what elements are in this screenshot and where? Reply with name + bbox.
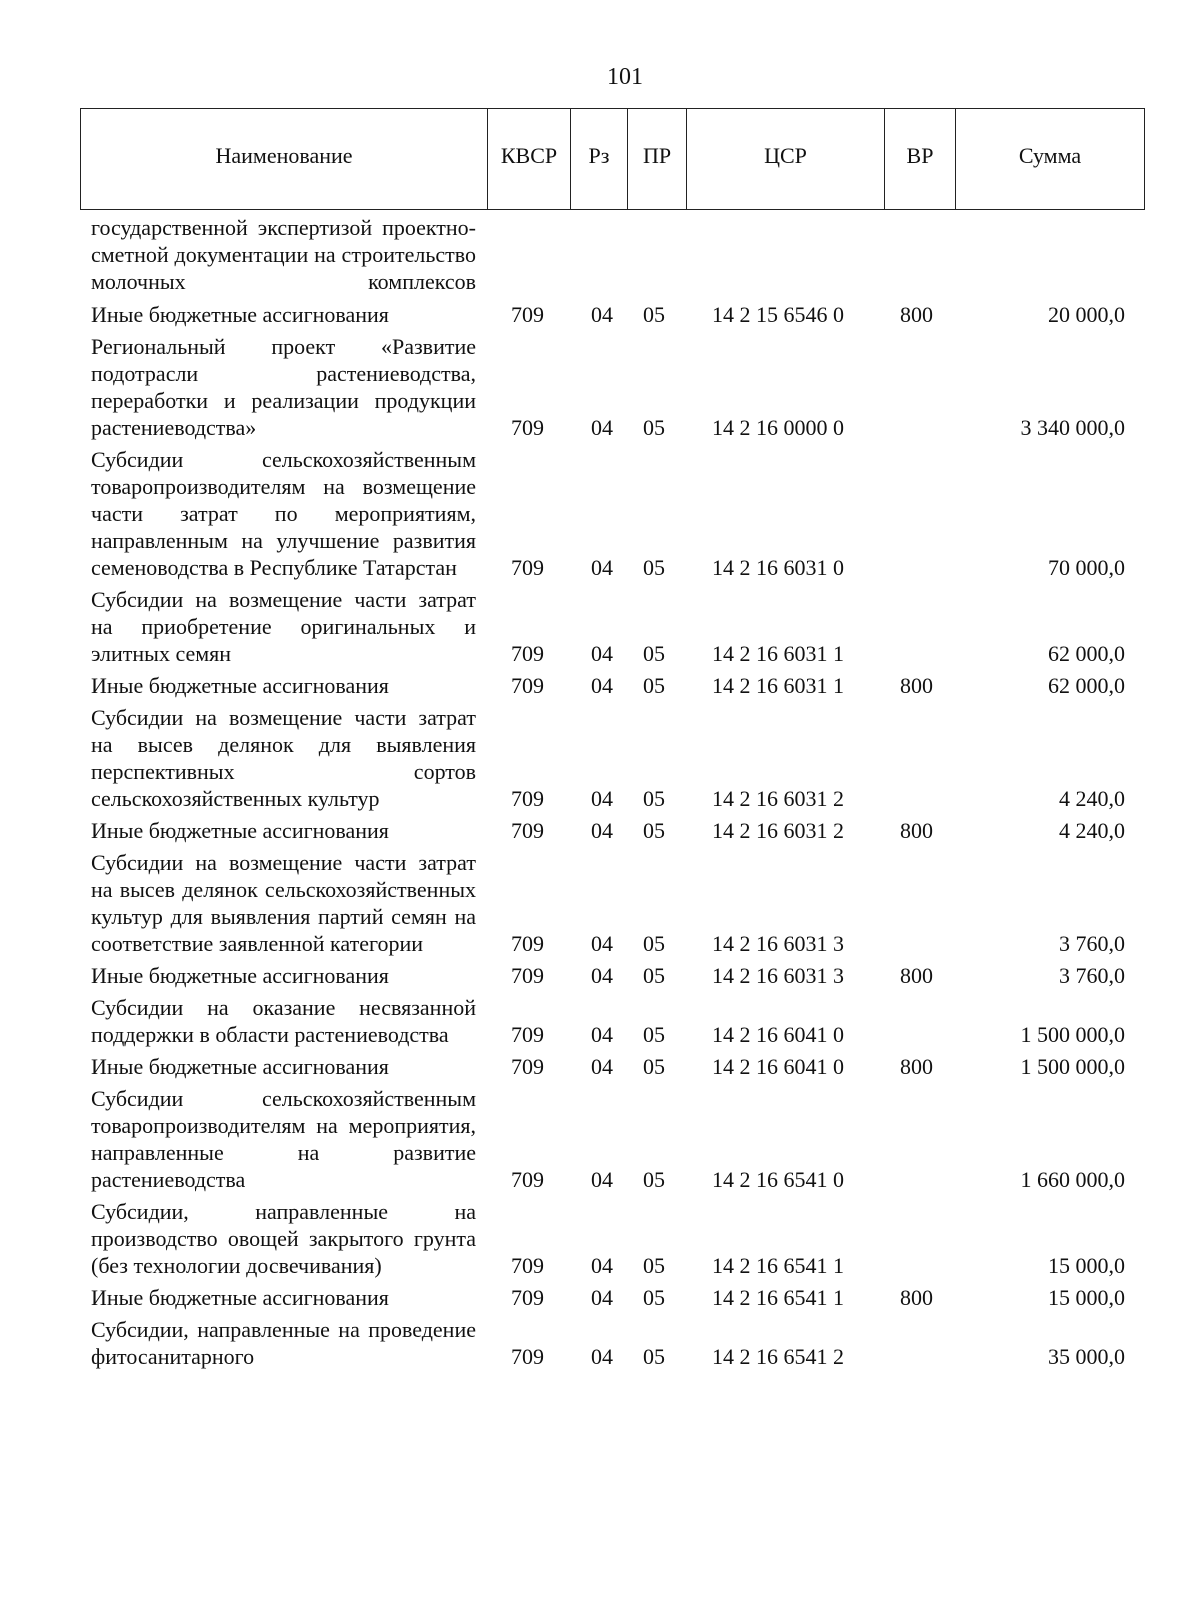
row-rz: 04	[591, 1054, 613, 1079]
row-pr: 05	[643, 1344, 665, 1369]
row-kvsr: 709	[511, 302, 544, 327]
row-name: Иные бюджетные ассигнования	[91, 673, 389, 698]
row-sum: 1 660 000,0	[1020, 1167, 1125, 1192]
row-sum: 20 000,0	[1048, 302, 1125, 327]
table-row	[0, 1053, 1200, 1080]
row-vr: 800	[900, 302, 933, 327]
row-csr: 14 2 16 6031 3	[712, 963, 844, 988]
row-rz: 04	[591, 673, 613, 698]
row-name: Субсидии на возмещение части затрат на высев делянок сельскохозяйственных культур для выявления партий семян на соответствие заявленной категории	[91, 850, 476, 956]
row-sum: 35 000,0	[1048, 1344, 1125, 1369]
table-row	[0, 672, 1200, 699]
row-csr: 14 2 16 6541 0	[712, 1167, 844, 1192]
row-rz: 04	[591, 818, 613, 843]
row-sum: 70 000,0	[1048, 555, 1125, 580]
table-row	[0, 1316, 1200, 1370]
row-csr: 14 2 15 6546 0	[712, 302, 844, 327]
row-kvsr: 709	[511, 1167, 544, 1192]
row-name: Субсидии на возмещение части затрат на приобретение оригинальных и элитных семян	[91, 587, 476, 666]
row-csr: 14 2 16 6041 0	[712, 1022, 844, 1047]
row-rz: 04	[591, 1022, 613, 1047]
header-kvsr: КВСР	[488, 109, 571, 209]
row-pr: 05	[643, 673, 665, 698]
row-name: Субсидии на оказание несвязанной поддержки в области растениеводства	[91, 995, 476, 1047]
row-pr: 05	[643, 641, 665, 666]
table-row	[0, 446, 1200, 581]
row-kvsr: 709	[511, 641, 544, 666]
row-pr: 05	[643, 1054, 665, 1079]
table-row	[0, 1198, 1200, 1279]
row-kvsr: 709	[511, 1022, 544, 1047]
header-vr: ВР	[885, 109, 956, 209]
row-rz: 04	[591, 786, 613, 811]
row-sum: 3 340 000,0	[1020, 415, 1125, 440]
row-rz: 04	[591, 555, 613, 580]
row-csr: 14 2 16 6031 1	[712, 641, 844, 666]
row-sum: 1 500 000,0	[1020, 1022, 1125, 1047]
row-kvsr: 709	[511, 1285, 544, 1310]
row-kvsr: 709	[511, 786, 544, 811]
table-row	[0, 1085, 1200, 1193]
table-row	[0, 1284, 1200, 1311]
row-pr: 05	[643, 931, 665, 956]
row-name: Иные бюджетные ассигнования	[91, 963, 389, 988]
row-kvsr: 709	[511, 1253, 544, 1278]
table-row	[0, 849, 1200, 957]
row-name: Субсидии сельскохозяйственным товаропроизводителям на возмещение части затрат по мероприятиям, направленным на улучшение развития семеноводства в Республике Татарстан	[91, 447, 476, 580]
table-body	[0, 214, 1200, 1375]
row-kvsr: 709	[511, 931, 544, 956]
row-sum: 15 000,0	[1048, 1285, 1125, 1310]
row-csr: 14 2 16 6541 1	[712, 1253, 844, 1278]
header-sum: Сумма	[1018, 143, 1082, 168]
row-csr: 14 2 16 6541 1	[712, 1285, 844, 1310]
table-row	[0, 994, 1200, 1048]
row-pr: 05	[643, 302, 665, 327]
row-name: Иные бюджетные ассигнования	[91, 818, 389, 843]
page-number: 101	[607, 64, 643, 90]
row-name: Иные бюджетные ассигнования	[91, 1285, 389, 1310]
row-pr: 05	[643, 1285, 665, 1310]
row-csr: 14 2 16 0000 0	[712, 415, 844, 440]
row-name: Субсидии на возмещение части затрат на высев делянок для выявления перспективных сортов сельскохозяйственных культур	[91, 705, 476, 811]
row-csr: 14 2 16 6541 2	[712, 1344, 844, 1369]
row-pr: 05	[643, 1253, 665, 1278]
row-sum: 1 500 000,0	[1020, 1054, 1125, 1079]
row-vr: 800	[900, 818, 933, 843]
row-csr: 14 2 16 6031 3	[712, 931, 844, 956]
row-kvsr: 709	[511, 963, 544, 988]
table-row	[0, 333, 1200, 441]
row-name: государственной экспертизой проектно-сметной документации на строительство молочных комплексов	[91, 215, 476, 294]
row-csr: 14 2 16 6041 0	[712, 1054, 844, 1079]
row-rz: 04	[591, 1167, 613, 1192]
row-csr: 14 2 16 6031 2	[712, 786, 844, 811]
row-rz: 04	[591, 641, 613, 666]
row-vr: 800	[900, 1285, 933, 1310]
row-name: Субсидии, направленные на производство овощей закрытого грунта (без технологии досвечивания)	[91, 1199, 476, 1278]
header-csr: ЦСР	[687, 109, 885, 209]
row-pr: 05	[643, 1167, 665, 1192]
row-csr: 14 2 16 6031 2	[712, 818, 844, 843]
row-name: Региональный проект «Развитие подотрасли растениеводства, переработки и реализации продукции растениеводства»	[91, 334, 476, 440]
row-csr: 14 2 16 6031 0	[712, 555, 844, 580]
row-pr: 05	[643, 1022, 665, 1047]
row-rz: 04	[591, 302, 613, 327]
row-kvsr: 709	[511, 1054, 544, 1079]
row-sum: 4 240,0	[1059, 786, 1125, 811]
row-sum: 3 760,0	[1059, 963, 1125, 988]
table-row	[0, 301, 1200, 328]
row-vr: 800	[900, 1054, 933, 1079]
row-pr: 05	[643, 555, 665, 580]
header-pr: ПР	[628, 109, 687, 209]
row-rz: 04	[591, 1285, 613, 1310]
row-vr: 800	[900, 673, 933, 698]
row-csr: 14 2 16 6031 1	[712, 673, 844, 698]
row-rz: 04	[591, 931, 613, 956]
row-pr: 05	[643, 963, 665, 988]
row-name: Субсидии сельскохозяйственным товаропроизводителям на мероприятия, направленные на развитие растениеводства	[91, 1086, 476, 1192]
header-rz: Рз	[571, 109, 628, 209]
row-sum: 62 000,0	[1048, 673, 1125, 698]
row-pr: 05	[643, 818, 665, 843]
row-rz: 04	[591, 1253, 613, 1278]
row-kvsr: 709	[511, 415, 544, 440]
table-row	[0, 962, 1200, 989]
row-name: Иные бюджетные ассигнования	[91, 1054, 389, 1079]
table-header	[80, 108, 1145, 210]
row-sum: 15 000,0	[1048, 1253, 1125, 1278]
row-rz: 04	[591, 963, 613, 988]
row-sum: 4 240,0	[1059, 818, 1125, 843]
row-kvsr: 709	[511, 555, 544, 580]
row-sum: 62 000,0	[1048, 641, 1125, 666]
row-sum: 3 760,0	[1059, 931, 1125, 956]
row-vr: 800	[900, 963, 933, 988]
row-kvsr: 709	[511, 1344, 544, 1369]
table-row	[0, 214, 1200, 295]
header-name: Наименование	[81, 109, 488, 209]
row-rz: 04	[591, 415, 613, 440]
table-row	[0, 817, 1200, 844]
row-kvsr: 709	[511, 818, 544, 843]
row-kvsr: 709	[511, 673, 544, 698]
row-name: Субсидии, направленные на проведение фитосанитарного	[91, 1317, 476, 1369]
row-pr: 05	[643, 415, 665, 440]
row-rz: 04	[591, 1344, 613, 1369]
table-row	[0, 704, 1200, 812]
row-name: Иные бюджетные ассигнования	[91, 302, 389, 327]
table-row	[0, 586, 1200, 667]
row-pr: 05	[643, 786, 665, 811]
